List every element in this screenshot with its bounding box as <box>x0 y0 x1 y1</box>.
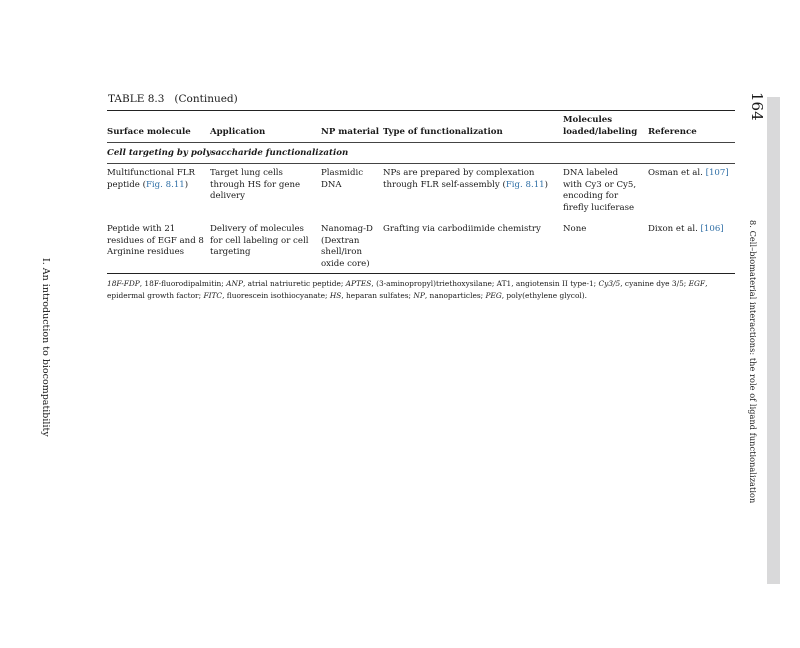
table-row-1-np-material: Plasmidic DNA <box>321 168 364 190</box>
header-rule <box>107 142 735 143</box>
header-molecules: Molecules loaded/labeling <box>563 115 638 137</box>
header-reference: Reference <box>648 127 697 137</box>
table-row-2-molecules: None <box>563 224 587 234</box>
section-rule <box>107 163 735 164</box>
header-application: Application <box>210 127 266 137</box>
header-surface-molecule: Surface molecule <box>107 127 191 137</box>
table-row-2-application: Delivery of molecules for cell labeling or cell targeting <box>210 224 309 258</box>
section-title: Cell targeting by polysaccharide functionalization <box>107 148 349 158</box>
table-bottom-rule <box>107 273 735 274</box>
table-caption <box>108 93 238 105</box>
table-row-1-molecules: DNA labeled with Cy3 or Cy5, encoding for firefly luciferase <box>563 168 637 213</box>
reference-link[interactable]: [106] <box>700 224 724 234</box>
running-head-part: I. An introduction to biocompatibility <box>40 258 51 437</box>
header-np-material: NP material <box>321 127 380 137</box>
table-continued: (Continued) <box>174 93 238 105</box>
table-top-rule <box>107 110 735 111</box>
figure-link[interactable]: Fig. 8.11 <box>145 179 185 190</box>
table-row-1-surface-molecule: Multifunctional FLR peptide (Fig. 8.11) <box>107 168 196 190</box>
table-row-2-reference: Dixon et al. [106] <box>648 224 724 234</box>
running-head-chapter: 8. Cell–biomaterial interactions: the role of ligand functionalization <box>748 220 758 504</box>
table-row-2-np-material: Nanomag-D (Dextran shell/iron oxide core) <box>321 224 373 269</box>
table-row-1-application: Target lung cells through HS for gene delivery <box>210 168 301 202</box>
table-footnote: 18F-FDP, 18F-fluorodipalmitin; ANP, atrial natriuretic peptide; APTES, (3-aminopropyl)triethoxysilane; AT1, angiotensin II type-1; Cy3/5, cyanine dye 3/5; EGF, epidermal growth factor; FITC, fluorescein isothiocyanate; HS, heparan sulfates; NP, nanoparticles; PEG, poly(ethylene glycol). <box>107 279 708 300</box>
reference-link[interactable]: [107] <box>705 168 729 178</box>
page-number: 164 <box>748 92 766 121</box>
table-row-2-functionalization: Grafting via carbodiimide chemistry <box>383 224 541 234</box>
header-functionalization: Type of functionalization <box>383 127 503 137</box>
figure-link[interactable]: Fig. 8.11 <box>505 179 545 190</box>
side-strip <box>767 97 780 584</box>
table-row-2-surface-molecule: Peptide with 21 residues of EGF and 8 Arginine residues <box>107 224 204 258</box>
table-row-1-functionalization: NPs are prepared by complexation through FLR self-assembly (Fig. 8.11) <box>383 168 549 190</box>
table-label: TABLE 8.3 <box>108 93 165 105</box>
table-row-1-reference: Osman et al. [107] <box>648 168 729 178</box>
